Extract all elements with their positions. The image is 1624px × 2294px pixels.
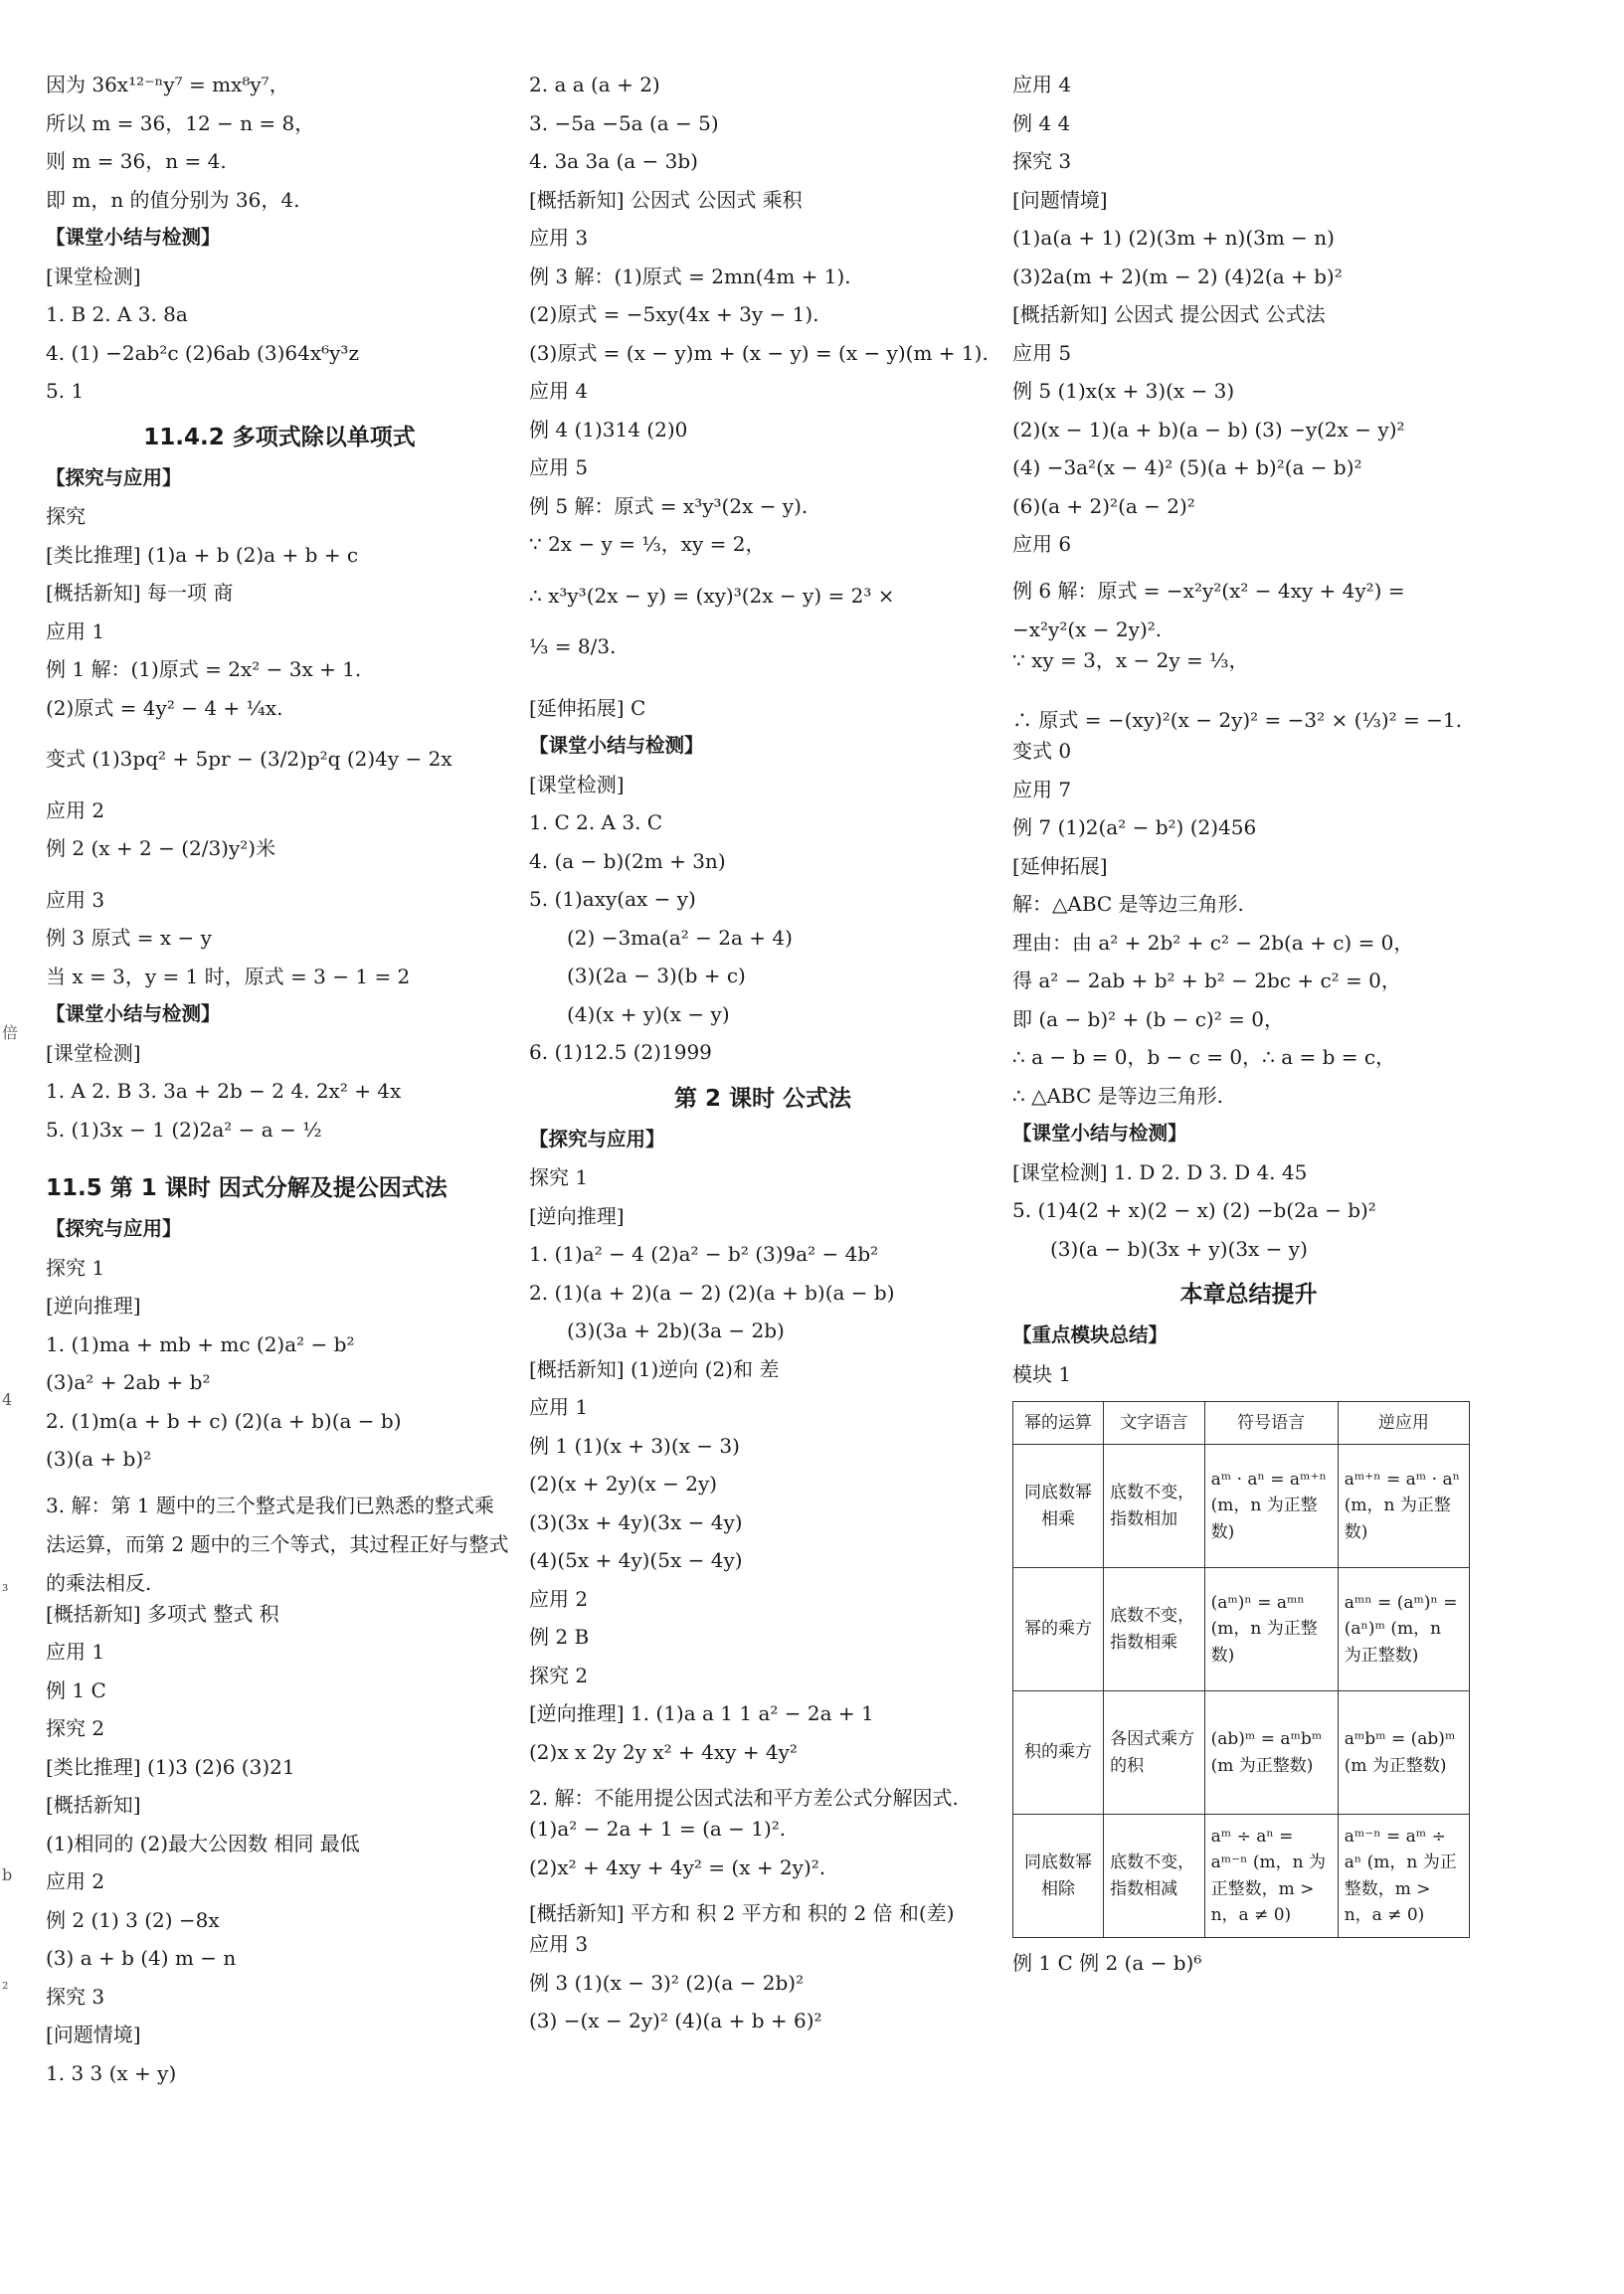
text-line: 应用 2 — [529, 1586, 589, 1611]
text-line: 探究 3 — [46, 1984, 105, 2009]
text-line: (3)(a + b)² — [46, 1447, 152, 1471]
text-line: 5. (1)axy(ax − y) — [529, 887, 696, 911]
text-line: 探究 1 — [46, 1255, 105, 1280]
text-line: [问题情境] — [46, 2023, 141, 2046]
text-line: (1)a(a + 1) (2)(3m + n)(3m − n) — [1012, 226, 1335, 250]
table-cell: 底数不变，指数相乘 — [1104, 1568, 1205, 1691]
edge-mark: 倍 — [2, 1023, 19, 1042]
text-line: (2) −3ma(a² − 2a + 4) — [567, 925, 793, 950]
chapter-summary-title: 本章总结提升 — [1179, 1282, 1318, 1308]
text-line: [类比推理] (1)3 (2)6 (3)21 — [46, 1754, 295, 1779]
text-line: (3) −(x − 2y)² (4)(a + b + 6)² — [529, 2009, 822, 2032]
text-line: 即 (a − b)² + (b − c)² = 0， — [1012, 1006, 1284, 1031]
text-line: 5. (1)4(2 + x)(2 − x) (2) −b(2a − b)² — [1012, 1198, 1376, 1222]
text-line: 解：△ABC 是等边三角形. — [1012, 892, 1244, 916]
text-line: 则 m = 36，n = 4. — [46, 149, 227, 173]
text-line: 4. (a − b)(2m + 3n) — [529, 848, 726, 873]
text-line: [概括新知] 公因式 公因式 乘积 — [529, 187, 803, 212]
text-line: [课堂检测] — [46, 264, 141, 288]
text-line: 4. 3a 3a (a − 3b) — [529, 149, 698, 173]
lesson-title: 11.5 第 1 课时 因式分解及提公因式法 — [46, 1175, 448, 1201]
text-line: 1. 3 3 (x + y) — [46, 2060, 177, 2085]
table-cell: 积的乘方 — [1013, 1691, 1104, 1815]
table-cell: (aᵐ)ⁿ = aᵐⁿ (m，n 为正整数) — [1204, 1568, 1338, 1691]
text-line: (1)相同的 (2)最大公因数 相同 最低 — [46, 1831, 360, 1855]
text-line: 探究 — [46, 504, 86, 528]
text-line: 所以 m = 36，12 − n = 8， — [46, 110, 315, 135]
text-line: ∴ △ABC 是等边三角形. — [1012, 1083, 1223, 1108]
text-line: (2)(x + 2y)(x − 2y) — [529, 1472, 718, 1496]
text-line: 应用 1 — [529, 1395, 589, 1419]
text-line: 例 1 (1)(x + 3)(x − 3) — [529, 1433, 740, 1458]
text-line: 2. (1)m(a + b + c) (2)(a + b)(a − b) — [46, 1408, 402, 1433]
text-line: ∴ x³y³(2x − y) = (xy)³(2x − y) = 2³ × — [529, 583, 895, 608]
text-line: 1. (1)a² − 4 (2)a² − b² (3)9a² − 4b² — [529, 1242, 879, 1266]
text-line: [概括新知] (1)逆向 (2)和 差 — [529, 1356, 780, 1381]
text-line: 应用 3 — [529, 1932, 589, 1956]
table-cell: aᵐ⁻ⁿ = aᵐ ÷ aⁿ (m，n 为正整数，m > n，a ≠ 0) — [1338, 1815, 1469, 1938]
text-line: 变式 0 — [1012, 739, 1072, 763]
text-line: (3)a² + 2ab + b² — [46, 1370, 211, 1394]
text-line: (2)原式 = −5xy(4x + 3y − 1). — [529, 302, 819, 326]
section-heading: 【探究与应用】 — [46, 465, 182, 489]
text-line: 探究 2 — [529, 1663, 589, 1687]
text-line: 2. a a (a + 2) — [529, 73, 660, 96]
text-line: 例 3 解：(1)原式 = 2mn(4m + 1). — [529, 264, 851, 288]
table-cell: aᵐ⁺ⁿ = aᵐ · aⁿ (m，n 为正整数) — [1338, 1445, 1469, 1568]
text-line: 例 5 解：原式 = x³y³(2x − y). — [529, 493, 809, 518]
text-line: 例 1 C 例 2 (a − b)⁶ — [1012, 1951, 1202, 1975]
text-line: ⅓ = 8/3. — [529, 634, 617, 658]
table-header: 符号语言 — [1204, 1402, 1338, 1445]
text-line: 例 3 (1)(x − 3)² (2)(a − 2b)² — [529, 1970, 805, 1995]
text-line: 6. (1)12.5 (2)1999 — [529, 1040, 712, 1064]
text-line: [课堂检测] — [46, 1040, 141, 1065]
section-heading: 【探究与应用】 — [46, 1217, 182, 1240]
text-line: 1. (1)ma + mb + mc (2)a² − b² — [46, 1331, 355, 1356]
table-row — [1013, 1445, 1470, 1568]
text-line: 模块 1 — [1012, 1361, 1072, 1386]
text-line: 例 5 (1)x(x + 3)(x − 3) — [1012, 379, 1235, 403]
text-line: 应用 6 — [1012, 532, 1072, 556]
text-line: (4)(5x + 4y)(5x − 4y) — [529, 1548, 743, 1572]
text-line: 3. −5a −5a (a − 5) — [529, 110, 719, 135]
table-cell: 同底数幂相乘 — [1013, 1445, 1104, 1568]
section-heading: 【课堂小结与检测】 — [1012, 1122, 1187, 1145]
text-line: 探究 2 — [46, 1716, 105, 1740]
table-row — [1013, 1691, 1470, 1815]
text-line: 应用 3 — [529, 226, 589, 250]
text-line: (4)(x + y)(x − y) — [567, 1001, 730, 1026]
lesson-title: 第 2 课时 公式法 — [673, 1085, 852, 1112]
text-line: 例 7 (1)2(a² − b²) (2)456 — [1012, 815, 1257, 839]
text-line: (2)原式 = 4y² − 4 + ¼x. — [46, 695, 283, 720]
text-line: 例 4 4 — [1012, 110, 1071, 135]
section-heading: 【课堂小结与检测】 — [529, 734, 704, 757]
text-line: [逆向推理] — [529, 1203, 625, 1228]
text-line: [逆向推理] — [46, 1294, 141, 1318]
text-line: 1. A 2. B 3. 3a + 2b − 2 4. 2x² + 4x — [46, 1079, 402, 1103]
text-line: 得 a² − 2ab + b² + b² − 2bc + c² = 0， — [1012, 969, 1401, 992]
table-cell: 幂的乘方 — [1013, 1568, 1104, 1691]
paragraph: 3. 解：第 1 题中的三个整式是我们已熟悉的整式乘法运算，而第 2 题中的三个等式，其过程正好与整式的乘法相反. — [46, 1493, 509, 1595]
table-row — [1013, 1568, 1470, 1691]
table-cell: 各因式乘方的积 — [1104, 1691, 1205, 1815]
text-line: 例 2 B — [529, 1625, 590, 1649]
column-right — [1012, 74, 1485, 1991]
text-line: ∴ a − b = 0，b − c = 0，∴ a = b = c， — [1012, 1045, 1396, 1069]
text-line: 变式 (1)3pq² + 5pr − (3/2)p²q (2)4y − 2x — [46, 747, 452, 771]
text-line: 应用 2 — [46, 1869, 105, 1893]
paragraph: 2. 解：不能用提公因式法和平方差公式分解因式. — [529, 1786, 959, 1810]
text-line: 应用 4 — [529, 379, 589, 403]
text-line: [课堂检测] — [529, 772, 625, 796]
text-line: 例 1 解：(1)原式 = 2x² − 3x + 1. — [46, 657, 362, 681]
text-line: [延伸拓展] — [1012, 853, 1108, 878]
text-line: (3)(2a − 3)(b + c) — [567, 964, 746, 987]
section-heading: 【重点模块总结】 — [1012, 1323, 1169, 1346]
text-line: [课堂检测] 1. D 2. D 3. D 4. 45 — [1012, 1159, 1308, 1184]
text-line: 2. (1)(a + 2)(a − 2) (2)(a + b)(a − b) — [529, 1280, 895, 1305]
text-line: 探究 3 — [1012, 149, 1072, 173]
text-line: [问题情境] — [1012, 187, 1108, 212]
text-line: 理由：由 a² + 2b² + c² − 2b(a + c) = 0， — [1012, 930, 1414, 955]
text-line: 例 3 原式 = x − y — [46, 926, 212, 950]
table-row — [1013, 1815, 1470, 1938]
text-line: (2)x x 2y 2y x² + 4xy + 4y² — [529, 1739, 798, 1764]
text-line: (3)(3a + 2b)(3a − 2b) — [567, 1319, 785, 1342]
text-line: ∵ 2x − y = ⅓，xy = 2， — [529, 532, 766, 556]
text-line: [概括新知] 公因式 提公因式 公式法 — [1012, 302, 1326, 326]
table-cell: 底数不变，指数相加 — [1104, 1445, 1205, 1568]
text-line: (3) a + b (4) m − n — [46, 1946, 237, 1970]
text-line: 应用 3 — [46, 887, 105, 912]
section-heading: 【课堂小结与检测】 — [46, 226, 221, 249]
table-cell: 同底数幂相除 — [1013, 1815, 1104, 1938]
text-line: 应用 1 — [46, 618, 105, 643]
section-heading: 【探究与应用】 — [529, 1127, 665, 1150]
table-cell: aᵐbᵐ = (ab)ᵐ (m 为正整数) — [1338, 1691, 1469, 1815]
table-header: 逆应用 — [1338, 1402, 1469, 1445]
text-line: [逆向推理] 1. (1)a a 1 1 a² − 2a + 1 — [529, 1701, 874, 1725]
table-header: 文字语言 — [1104, 1402, 1205, 1445]
text-line: 因为 36x¹²⁻ⁿy⁷ = mx⁸y⁷， — [46, 73, 289, 96]
edge-mark: ³ — [2, 1581, 9, 1600]
text-line: (3)原式 = (x − y)m + (x − y) = (x − y)(m + 1). — [529, 340, 989, 365]
edge-mark: 4 — [2, 1390, 13, 1409]
paragraph: 例 6 解：原式 = −x²y²(x² − 4xy + 4y²) = −x²y²(x − 2y)². — [1012, 578, 1405, 641]
table-header: 幂的运算 — [1013, 1402, 1104, 1445]
text-line: 应用 5 — [529, 455, 589, 479]
table-cell: aᵐ · aⁿ = aᵐ⁺ⁿ (m，n 为正整数) — [1204, 1445, 1338, 1568]
text-line: (6)(a + 2)²(a − 2)² — [1012, 493, 1195, 518]
text-line: ∵ xy = 3，x − 2y = ⅓， — [1012, 647, 1249, 672]
text-line: 5. (1)3x − 1 (2)2a² − a − ½ — [46, 1117, 322, 1142]
text-line: 探究 1 — [529, 1165, 589, 1189]
text-line: [延伸拓展] C — [529, 695, 646, 720]
table-cell: aᵐ ÷ aⁿ = aᵐ⁻ⁿ (m，n 为正整数，m > n，a ≠ 0) — [1204, 1815, 1338, 1938]
text-line: 应用 7 — [1012, 777, 1072, 801]
text-line: 即 m，n 的值分别为 36，4. — [46, 187, 300, 212]
text-line: 应用 5 — [1012, 340, 1072, 365]
text-line: [概括新知] — [46, 1793, 141, 1817]
table-cell: aᵐⁿ = (aᵐ)ⁿ = (aⁿ)ᵐ (m，n 为正整数) — [1338, 1568, 1469, 1691]
text-line: 例 2 (1) 3 (2) −8x — [46, 1907, 220, 1932]
text-line: 例 2 (x + 2 − (2/3)y²)米 — [46, 836, 276, 860]
table-cell: (ab)ᵐ = aᵐbᵐ (m 为正整数) — [1204, 1691, 1338, 1815]
text-line: [概括新知] 多项式 整式 积 — [46, 1601, 279, 1626]
text-line: 5. 1 — [46, 379, 85, 403]
text-line: 应用 2 — [46, 797, 105, 822]
text-line: (4) −3a²(x − 4)² (5)(a + b)²(a − b)² — [1012, 455, 1362, 479]
column-left — [46, 74, 513, 2100]
text-line: 4. (1) −2ab²c (2)6ab (3)64x⁶y³z — [46, 340, 359, 365]
text-line: 1. C 2. A 3. C — [529, 810, 663, 834]
table-cell: 底数不变，指数相减 — [1104, 1815, 1205, 1938]
text-line: 例 4 (1)314 (2)0 — [529, 417, 688, 441]
text-line: 例 1 C — [46, 1677, 106, 1702]
edge-mark: ₂ — [2, 1974, 9, 1993]
text-line: (3)(a − b)(3x + y)(3x − y) — [1050, 1236, 1308, 1261]
section-heading: 【课堂小结与检测】 — [46, 1002, 221, 1025]
text-line: [概括新知] 每一项 商 — [46, 581, 234, 605]
power-rules-table — [1012, 1401, 1470, 1938]
paragraph: [概括新知] 平方和 积 2 平方和 积的 2 倍 和(差) — [529, 1901, 955, 1925]
edge-mark: b — [2, 1865, 13, 1884]
text-line: (3)(3x + 4y)(3x − 4y) — [529, 1509, 743, 1534]
text-line: 应用 1 — [46, 1640, 105, 1664]
text-line: (3)2a(m + 2)(m − 2) (4)2(a + b)² — [1012, 264, 1343, 288]
text-line: (2)x² + 4xy + 4y² = (x + 2y)². — [529, 1854, 826, 1879]
text-line: (1)a² − 2a + 1 = (a − 1)². — [529, 1817, 787, 1841]
paragraph: ∴ 原式 = −(xy)²(x − 2y)² = −3² × (⅓)² = −1. — [1012, 708, 1462, 732]
column-middle — [529, 74, 996, 2048]
text-line: 当 x = 3，y = 1 时，原式 = 3 − 1 = 2 — [46, 964, 411, 988]
text-line: [类比推理] (1)a + b (2)a + b + c — [46, 542, 359, 567]
text-line: 1. B 2. A 3. 8a — [46, 302, 188, 326]
text-line: 应用 4 — [1012, 73, 1072, 96]
text-line: (2)(x − 1)(a + b)(a − b) (3) −y(2x − y)² — [1012, 417, 1405, 441]
lesson-title: 11.4.2 多项式除以单项式 — [143, 424, 416, 450]
